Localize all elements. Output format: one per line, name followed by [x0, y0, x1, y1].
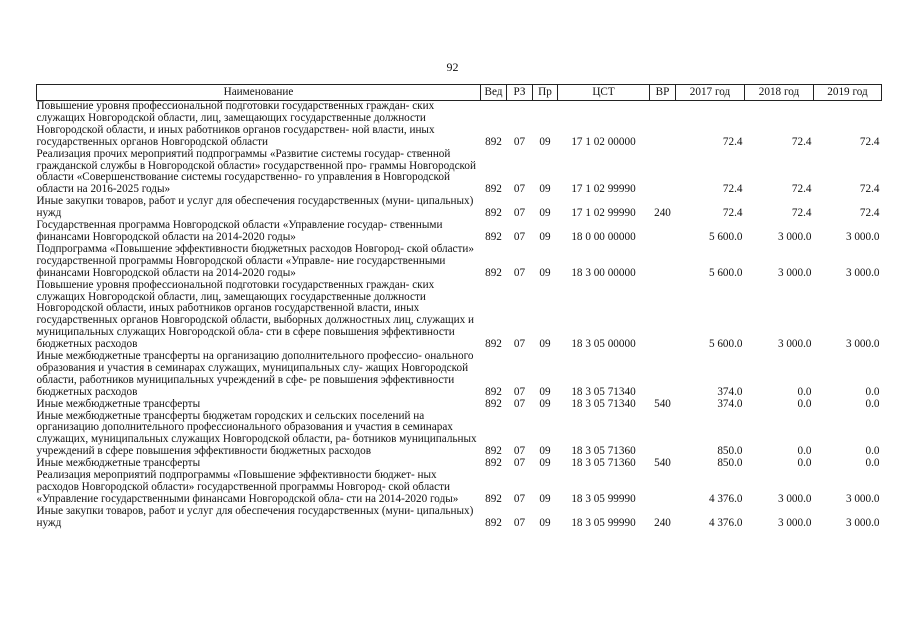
row-ved: 892	[485, 230, 502, 243]
row-2019: 3 000.0	[845, 266, 880, 279]
row-rz: 07	[513, 457, 526, 470]
row-rz: 07	[513, 338, 526, 351]
row-rz: 07	[513, 207, 526, 220]
row-2017: 5 600.0	[708, 230, 743, 243]
table-row	[37, 220, 882, 244]
row-name: Реализация мероприятий подпрограммы «Повышение эффективности бюджет- ных расходов Новгородской области» государственной программы Новгород- ской области «Управление государственными финансами Новгородской обла- сти на 2014-2020 годы»	[36, 469, 459, 505]
row-rz: 07	[513, 183, 526, 196]
row-2018: 0.0	[797, 397, 812, 410]
row-vr: 540	[654, 397, 671, 410]
row-vr	[650, 351, 676, 399]
row-name: Реализация прочих мероприятий подпрограммы «Развитие системы государ- ственной гражданской службы в Новгородской области» государственной про- граммы Новгородской области «Совершенствование системы государственно- го управления в Новгородской области на 2016-2025 годы»	[36, 147, 476, 196]
row-2018: 3 000.0	[777, 492, 812, 505]
row-pr: 09	[539, 266, 551, 279]
row-2019: 3 000.0	[845, 338, 880, 351]
row-2018: 72.4	[791, 207, 812, 220]
table-row	[37, 351, 882, 399]
table-row	[37, 280, 882, 351]
table-row	[37, 244, 882, 280]
table-row	[37, 470, 882, 506]
row-ved: 892	[485, 385, 502, 398]
row-pr: 09	[539, 135, 551, 148]
row-rz: 07	[513, 385, 526, 398]
page-number: 92	[446, 60, 459, 74]
row-2019: 72.4	[859, 135, 880, 148]
col-header-2017: 2017 год	[676, 85, 745, 101]
row-2017: 374.0	[717, 385, 743, 398]
col-header-ved: Вед	[481, 85, 507, 101]
row-rz: 07	[513, 397, 526, 410]
row-pr: 09	[539, 445, 551, 458]
row-name: Подпрограмма «Повышение эффективности бюджетных расходов Новгород- ской области» государственной программы Новгородской области «Управле- ние государственными финансами Новгородской области на 2014-2020 годы»	[36, 242, 474, 279]
row-pr: 09	[539, 385, 551, 398]
row-2019: 3 000.0	[845, 516, 880, 529]
row-pr: 09	[539, 457, 551, 470]
row-rz: 07	[513, 230, 526, 243]
row-2017: 5 600.0	[708, 338, 743, 351]
row-name: Повышение уровня профессиональной подготовки государственных граждан- ских служащих Новгородской области, лиц, замещающих государственные должности Новгородской области, и иных работников органов государствен- ной власти, иных государственных органов Новгородской области	[36, 100, 435, 148]
row-vr	[650, 411, 676, 459]
row-ved: 892	[485, 516, 502, 529]
row-rz: 07	[513, 492, 526, 505]
row-vr: 240	[654, 207, 671, 220]
row-vr	[650, 280, 676, 351]
row-2017: 4 376.0	[708, 516, 743, 529]
table-header-row	[37, 85, 882, 101]
row-2019: 0.0	[865, 445, 880, 458]
row-2017: 72.4	[722, 135, 743, 148]
row-2017: 374.0	[717, 397, 743, 410]
col-header-vr: ВР	[650, 85, 676, 101]
row-name: Иные закупки товаров, работ и услуг для обеспечения государственных (муни- ципальных) нужд	[36, 504, 474, 529]
row-pr: 09	[539, 230, 551, 243]
row-ved: 892	[485, 207, 502, 220]
row-pr: 09	[539, 492, 551, 505]
row-ved: 892	[485, 445, 502, 458]
row-2018: 0.0	[797, 385, 812, 398]
row-name: Иные межбюджетные трансферты	[36, 457, 201, 470]
row-cst: 18 3 05 71360	[571, 445, 636, 458]
col-header-name: Наименование	[37, 85, 481, 101]
row-cst: 18 3 05 00000	[571, 338, 636, 351]
row-2018: 72.4	[791, 183, 812, 196]
row-vr	[650, 220, 676, 244]
row-pr: 09	[539, 338, 551, 351]
row-2018: 3 000.0	[777, 230, 812, 243]
row-rz: 07	[513, 266, 526, 279]
row-ved: 892	[485, 457, 502, 470]
row-pr: 09	[539, 397, 551, 410]
row-ved: 892	[485, 397, 502, 410]
row-cst: 18 0 00 00000	[571, 230, 636, 243]
row-rz: 07	[513, 135, 526, 148]
row-2019: 0.0	[865, 385, 880, 398]
row-2018: 3 000.0	[777, 338, 812, 351]
row-ved: 892	[485, 492, 502, 505]
row-ved: 892	[485, 135, 502, 148]
row-vr	[650, 149, 676, 197]
row-name: Иные межбюджетные трансферты бюджетам городских и сельских поселений на организацию дополнительного профессионального образования и участия в семинарах служащих, муниципальных служащих Новгородской области, ра- ботников муниципальных учреждений в сфере повышения эффективности бюджетных расходов	[36, 409, 477, 458]
row-2019: 0.0	[865, 457, 880, 470]
row-vr	[650, 101, 676, 149]
budget-table	[36, 84, 882, 530]
row-vr: 240	[654, 516, 671, 529]
row-pr: 09	[539, 183, 551, 196]
row-name: Повышение уровня профессиональной подготовки государственных граждан- ских служащих Новгородской области, лиц, замещающих государственные должности Новгородской области, иных работников органов государственной власти, иных государственных органов Новгородской области, выборных должностных лиц, служащих и муниципальных служащих Новгородской обла- сти в сфере повышения эффективности бюджетных расходов	[36, 278, 475, 351]
row-2019: 72.4	[859, 183, 880, 196]
row-name: Иные межбюджетные трансферты на организацию дополнительного профессио- онального образования и участия в семинарах служащих, муниципальных слу- жащих Новгородской области, работников муниципальных учреждений в сфе- ре повышения эффективности бюджетных расходов	[36, 350, 474, 398]
row-cst: 17 1 02 99990	[571, 183, 636, 196]
col-header-2019: 2019 год	[814, 85, 882, 101]
row-2017: 850.0	[717, 445, 743, 458]
table-row	[37, 506, 882, 530]
row-cst: 18 3 05 99990	[571, 516, 636, 529]
row-2019: 72.4	[859, 207, 880, 220]
row-cst: 18 3 05 71340	[571, 397, 636, 410]
row-2018: 0.0	[797, 445, 812, 458]
row-pr: 09	[539, 516, 551, 529]
row-2017: 4 376.0	[708, 492, 743, 505]
row-2019: 0.0	[865, 397, 880, 410]
row-ved: 892	[485, 338, 502, 351]
table-row	[37, 101, 882, 149]
table-body	[37, 101, 882, 530]
col-header-cst: ЦСТ	[558, 85, 650, 101]
col-header-pr: Пр	[533, 85, 558, 101]
col-header-rz: РЗ	[507, 85, 533, 101]
row-2018: 0.0	[797, 457, 812, 470]
col-header-2018: 2018 год	[745, 85, 814, 101]
row-ved: 892	[485, 266, 502, 279]
row-vr	[650, 244, 676, 280]
row-cst: 17 1 02 99990	[571, 207, 636, 220]
row-cst: 18 3 00 00000	[571, 266, 636, 279]
row-2017: 72.4	[722, 207, 743, 220]
row-2019: 3 000.0	[845, 230, 880, 243]
row-vr: 540	[654, 457, 671, 470]
row-cst: 18 3 05 71340	[571, 385, 636, 398]
table-row	[37, 411, 882, 459]
row-2018: 72.4	[791, 135, 812, 148]
row-2017: 850.0	[717, 457, 743, 470]
row-rz: 07	[513, 516, 526, 529]
row-cst: 18 3 05 99990	[571, 492, 636, 505]
row-ved: 892	[485, 183, 502, 196]
row-cst: 17 1 02 00000	[571, 135, 636, 148]
row-name: Иные межбюджетные трансферты	[36, 397, 201, 410]
row-2019: 3 000.0	[845, 492, 880, 505]
table-row	[37, 399, 882, 411]
row-2017: 72.4	[722, 183, 743, 196]
row-2018: 3 000.0	[777, 516, 812, 529]
row-2018: 3 000.0	[777, 266, 812, 279]
row-cst: 18 3 05 71360	[571, 457, 636, 470]
row-name: Государственная программа Новгородской области «Управление государ- ственными финансами Новгородской области на 2014-2020 годы»	[36, 219, 443, 243]
row-vr	[650, 470, 676, 506]
row-pr: 09	[539, 207, 551, 220]
table-row	[37, 149, 882, 197]
row-2017: 5 600.0	[708, 266, 743, 279]
row-rz: 07	[513, 445, 526, 458]
table-row	[37, 196, 882, 220]
row-name: Иные закупки товаров, работ и услуг для обеспечения государственных (муни- ципальных) нужд	[36, 195, 474, 220]
